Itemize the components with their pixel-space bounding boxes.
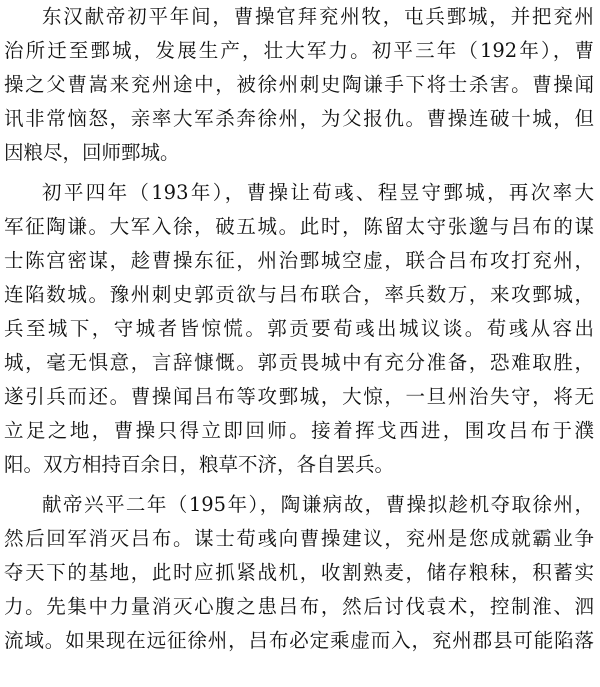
- text-line: 讯非常恼怒，亲率大军杀奔徐州，为父报仇。曹操连破十城，但: [4, 107, 594, 130]
- text-line: 城，毫无惧意，言辞慷慨。郭贡畏城中有充分准备，恐难取胜，: [4, 351, 594, 374]
- text-line: 连陷数城。豫州刺史郭贡欲与吕布联合，率兵数万，来攻鄄城，: [4, 283, 594, 306]
- text-line: 因粮尽，回师鄄城。: [4, 141, 180, 164]
- text-line: 立足之地，曹操只得立即回师。接着挥戈西进，围攻吕布于濮: [4, 419, 594, 442]
- text-line: 阳。双方相持百余日，粮草不济，各自罢兵。: [4, 453, 395, 476]
- text-line: 东汉献帝初平年间，曹操官拜兖州牧，屯兵鄄城，并把兖州: [42, 5, 594, 28]
- text-line: 军征陶谦。大军入徐，破五城。此时，陈留太守张邈与吕布的谋: [4, 215, 594, 238]
- text-line: 兵至城下，守城者皆惊慌。郭贡要荀彧出城议谈。荀彧从容出: [4, 317, 594, 340]
- text-line: 然后回军消灭吕布。谋士荀彧向曹操建议，兖州是您成就霸业争: [4, 527, 594, 550]
- text-line: 初平四年（193年），曹操让荀彧、程昱守鄄城，再次率大: [42, 181, 594, 204]
- text-line: 力。先集中力量消灭心腹之患吕布，然后讨伐袁术，控制淮、泗: [4, 595, 594, 618]
- text-line: 操之父曹嵩来兖州途中，被徐州刺史陶谦手下将士杀害。曹操闻: [4, 73, 594, 96]
- text-line: 治所迁至鄄城，发展生产，壮大军力。初平三年（192年），曹: [4, 39, 594, 62]
- text-line: 献帝兴平二年（195年），陶谦病故，曹操拟趁机夺取徐州，: [42, 493, 594, 516]
- text-line: 士陈宫密谋，趁曹操东征，州治鄄城空虚，联合吕布攻打兖州，: [4, 249, 594, 272]
- text-line: 流域。如果现在远征徐州，吕布必定乘虚而入，兖州郡县可能陷落: [4, 629, 594, 652]
- text-line: 遂引兵而还。曹操闻吕布等攻鄄城，大惊，一旦州治失守，将无: [4, 385, 594, 408]
- text-line: 夺天下的基地，此时应抓紧战机，收割熟麦，储存粮秣，积蓄实: [4, 561, 594, 584]
